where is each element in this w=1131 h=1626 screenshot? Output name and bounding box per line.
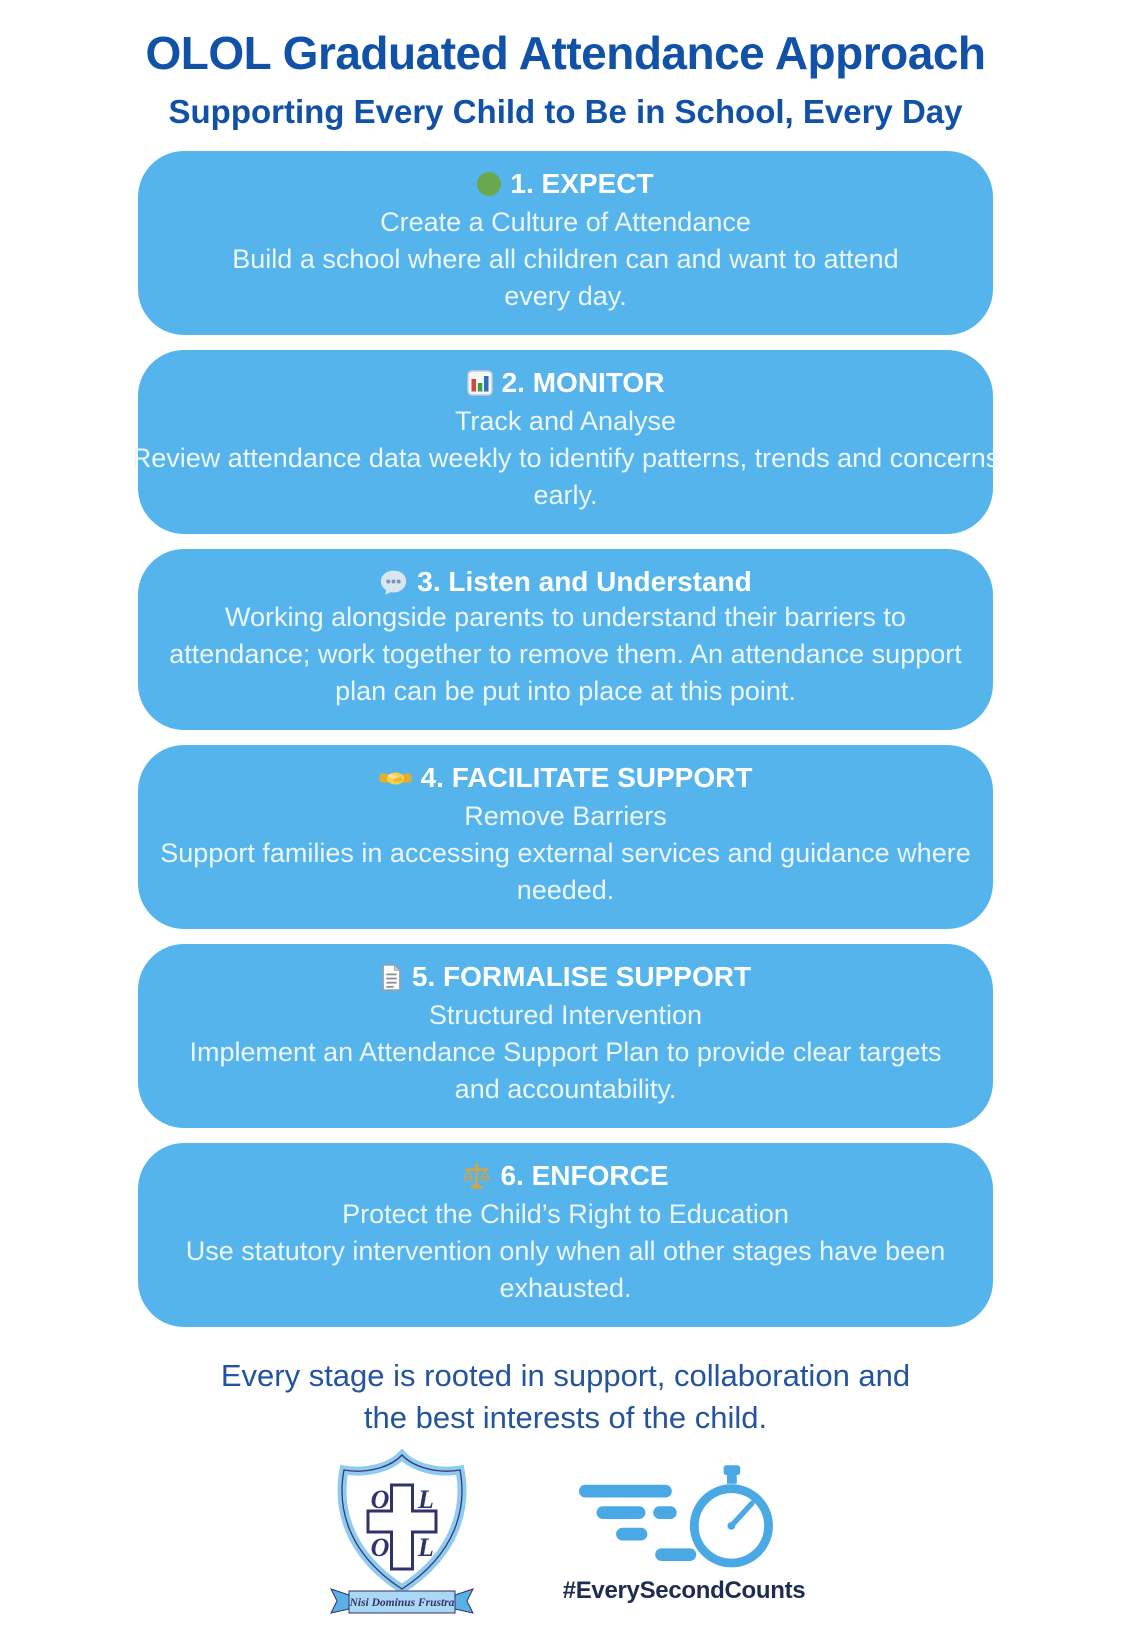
stage-heading: 2. MONITOR [501, 367, 665, 398]
page-title: OLOL Graduated Attendance Approach [145, 27, 986, 79]
stage-heading: 4. FACILITATE SUPPORT [420, 762, 753, 793]
stage-subheading: Protect the Child’s Right to Education [342, 1199, 789, 1229]
campaign-hashtag: #EverySecondCounts [562, 1577, 806, 1604]
stage-card-enforce [138, 1143, 993, 1327]
crest-letter: O [370, 1533, 390, 1562]
stage-subheading: Track and Analyse [454, 406, 677, 436]
crest-letter: O [370, 1485, 390, 1514]
footer-note-line1: Every stage is rooted in support, collaboration and [220, 1358, 911, 1393]
stage-heading: 6. ENFORCE [500, 1160, 669, 1191]
crest-letter: L [417, 1533, 434, 1562]
stage-heading-row [138, 366, 993, 400]
document-icon [380, 964, 403, 991]
stage-card-formalise [138, 944, 993, 1128]
every-second-counts-logo [563, 1465, 806, 1605]
stage-heading: 1. EXPECT [510, 168, 654, 199]
scales-icon [462, 1163, 491, 1190]
stage-heading: 3. Listen and Understand [417, 566, 752, 597]
footer-note [0, 1355, 1131, 1439]
stage-heading-row [138, 761, 993, 795]
footer-note-line2: the best interests of the child. [363, 1400, 768, 1435]
stage-subheading: Structured Intervention [428, 1000, 703, 1030]
stage-card-expect [138, 151, 993, 335]
stage-description: Build a school where all children can and want to attend every day. [232, 244, 899, 311]
stage-subheading: Create a Culture of Attendance [380, 207, 751, 237]
stage-description: Implement an Attendance Support Plan to provide clear targets and accountability. [189, 1037, 942, 1104]
stage-heading-row [138, 960, 993, 994]
logos-row [0, 1449, 1131, 1620]
stage-description: Use statutory intervention only when all other stages have been exhausted. [185, 1236, 946, 1303]
handshake-icon [379, 767, 412, 790]
bar-chart-icon [467, 370, 493, 396]
school-crest-logo [326, 1449, 478, 1620]
stage-description: Support families in accessing external services and guidance where needed. [160, 838, 971, 905]
stage-heading-row [138, 565, 993, 599]
stage-card-facilitate [138, 745, 993, 929]
stage-description: Working alongside parents to understand their barriers to attendance; work together to remove them. An attendance support plan can be put into place at this point. [169, 602, 962, 706]
stage-card-listen [138, 549, 993, 730]
stage-subheading: Remove Barriers [464, 801, 667, 831]
crest-letter: L [417, 1485, 434, 1514]
stage-heading-row [138, 167, 993, 201]
stage-card-monitor [131, 350, 1000, 534]
stage-description: Review attendance data weekly to identify patterns, trends and concerns early. [131, 443, 1000, 510]
green-circle-icon [477, 172, 501, 196]
speech-bubble-icon [379, 569, 408, 596]
crest-banner-tail-left [331, 1589, 349, 1613]
stage-heading-row [138, 1159, 993, 1193]
crest-banner-tail-right [455, 1589, 473, 1613]
page-subtitle: Supporting Every Child to Be in School, Every Day [168, 93, 963, 130]
stage-heading: 5. FORMALISE SUPPORT [411, 961, 752, 992]
stage-cards [131, 151, 1000, 1327]
crest-motto: Nisi Dominus Frustra [349, 1597, 455, 1609]
stopwatch-icon [577, 1465, 792, 1573]
